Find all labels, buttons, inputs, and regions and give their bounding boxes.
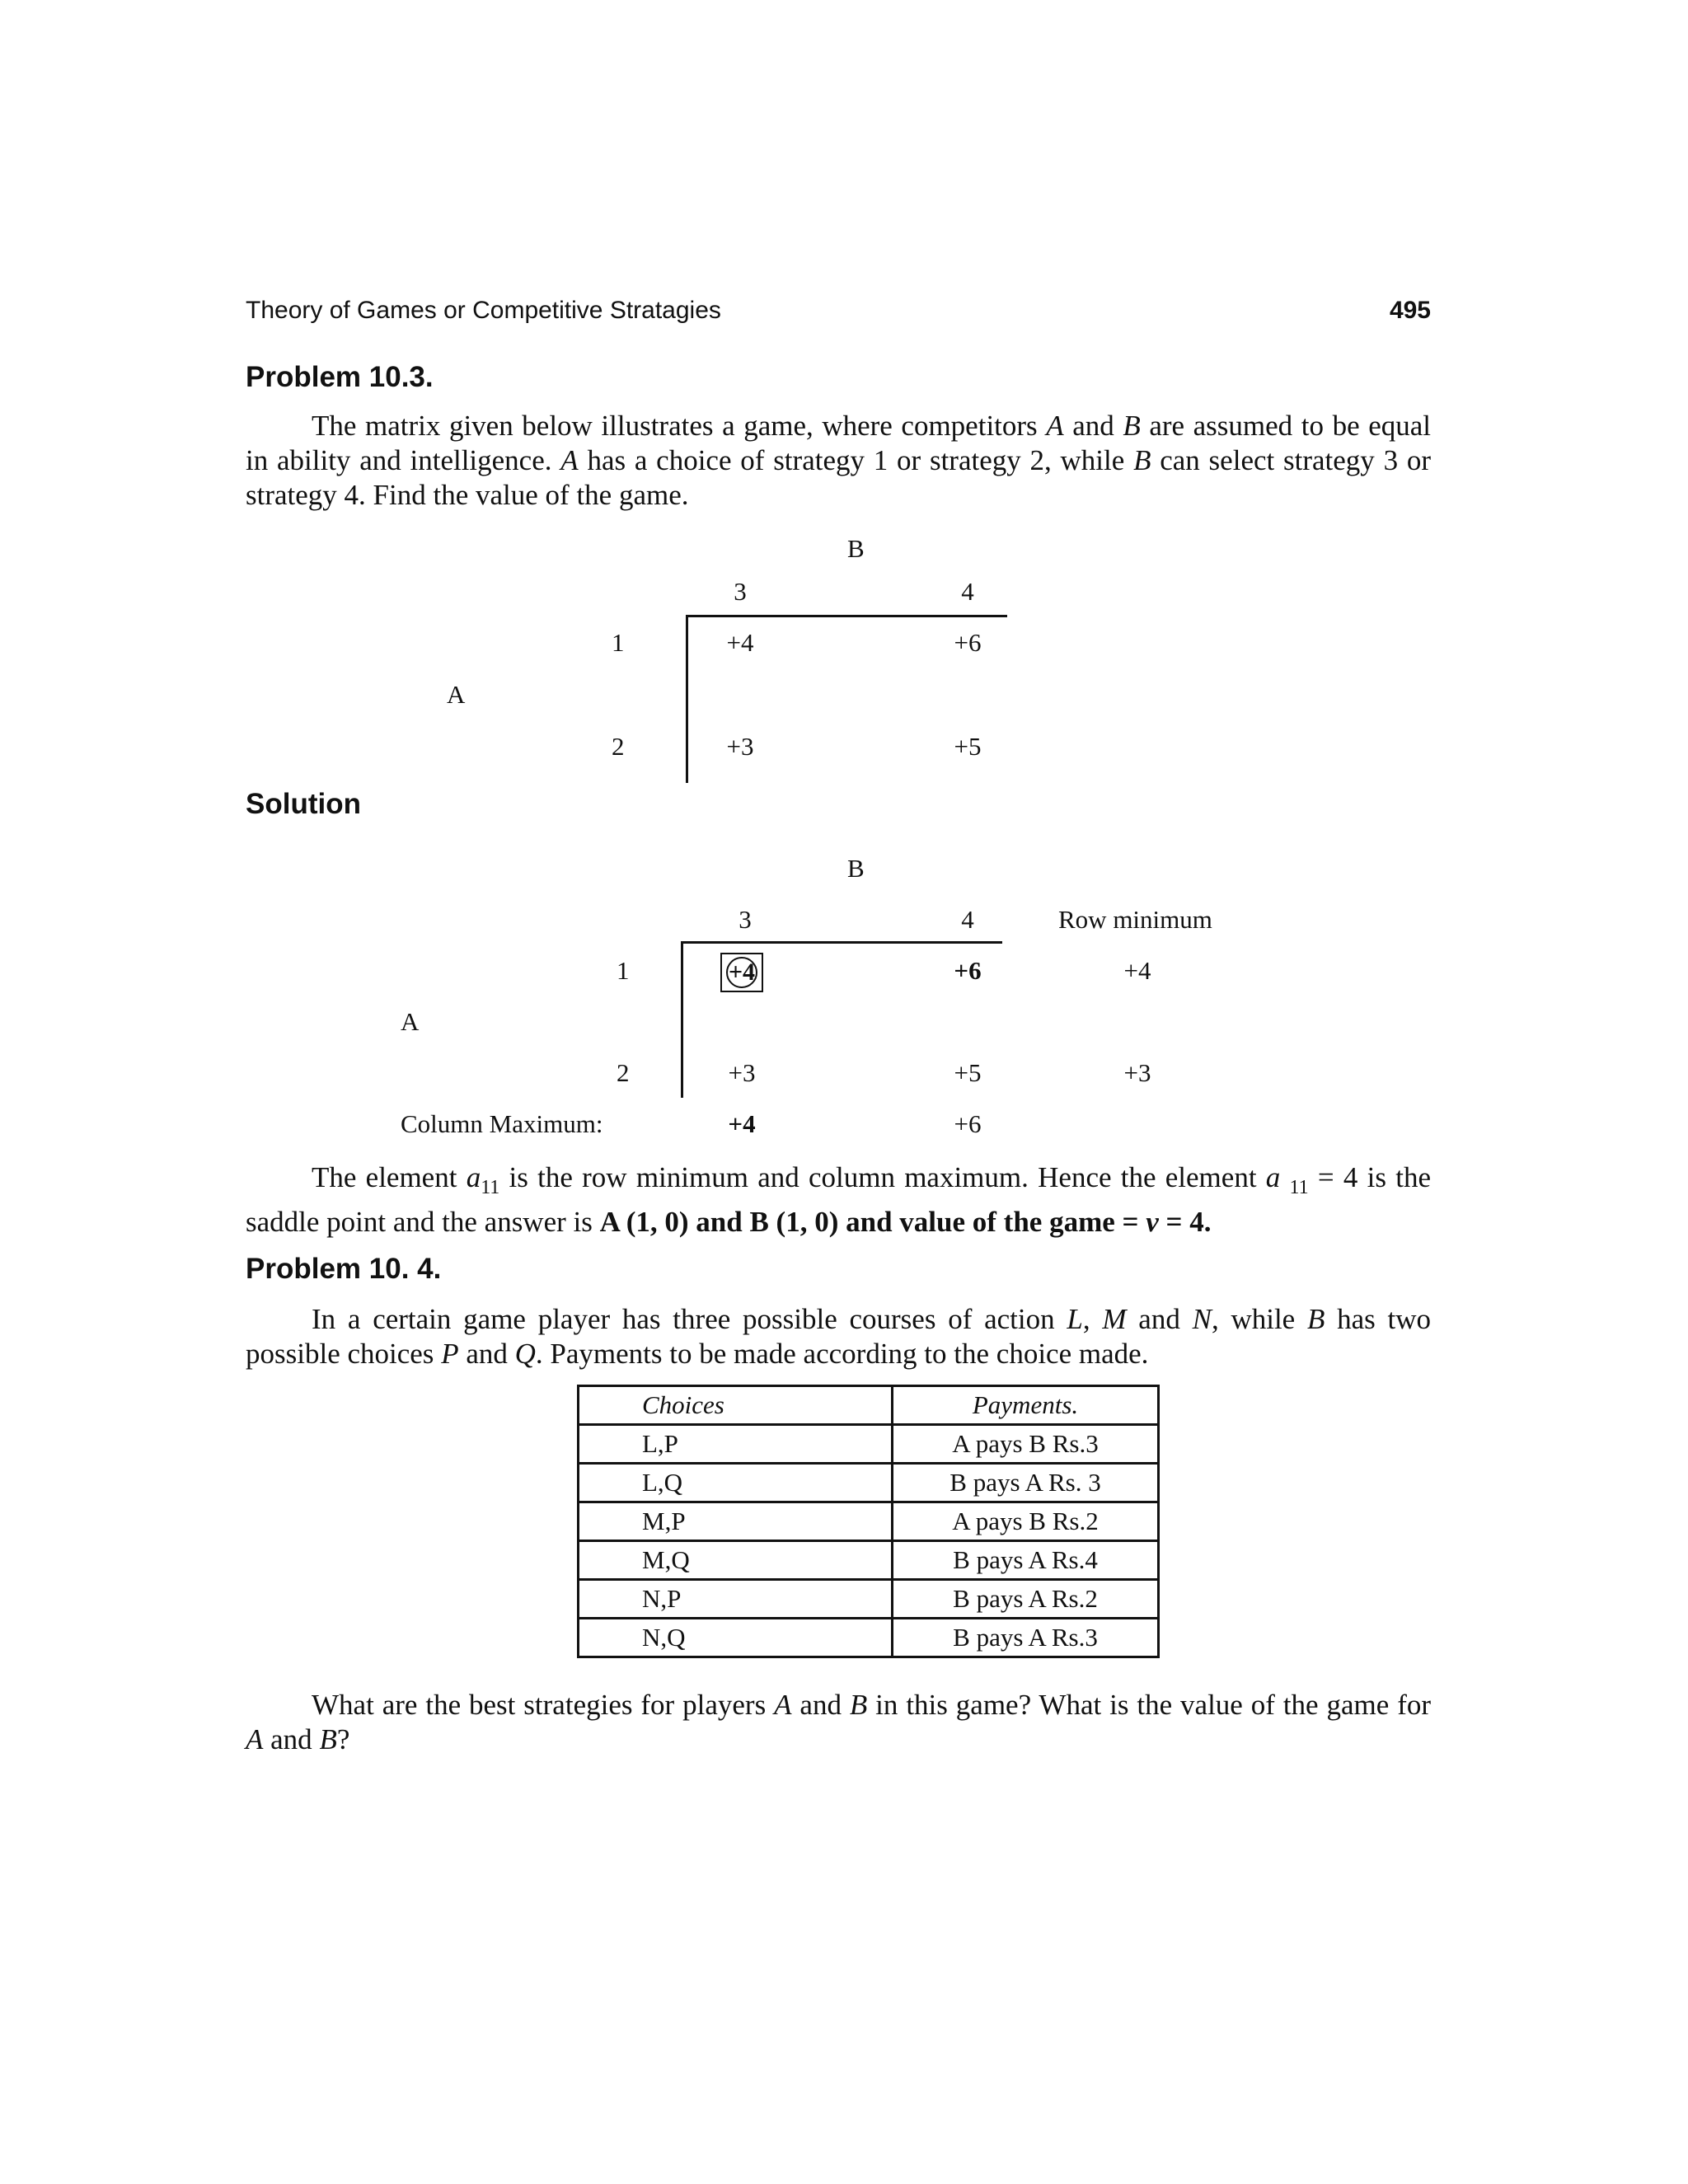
table-row <box>579 1502 1159 1541</box>
page-number: 495 <box>1389 297 1431 324</box>
running-title: Theory of Games or Competitive Stratagies <box>246 297 721 324</box>
matrix-col-label: 3 <box>734 577 747 606</box>
column-maximum-value: +6 <box>954 1109 982 1138</box>
matrix-top-rule <box>681 941 1002 944</box>
table-header-row <box>579 1386 1159 1425</box>
table-cell: L,Q <box>579 1464 893 1502</box>
matrix-cell: +3 <box>726 732 754 761</box>
problem-10-4-statement: In a certain game player has three possible courses of action L, M and N, while B has two possible choices P and Q. Payments to be made according to the choice made. <box>246 1303 1432 1370</box>
table-row <box>579 1580 1159 1619</box>
matrix-left-rule <box>681 941 683 1098</box>
column-maximum-label: Column Maximum: <box>401 1109 603 1138</box>
matrix-cell: +6 <box>954 956 982 985</box>
matrix-left-rule <box>686 615 688 783</box>
matrix-row-player-label: A <box>447 680 466 709</box>
matrix-cell: +5 <box>954 1058 982 1087</box>
matrix-cell: +5 <box>954 732 982 761</box>
matrix-col-label: 4 <box>961 577 974 606</box>
matrix-col-label: 3 <box>738 905 752 934</box>
column-maximum-value: +4 <box>728 1109 756 1138</box>
matrix-top-rule <box>686 615 1007 617</box>
problem-10-3-statement: The matrix given below illustrates a game, where competitors A and B are assumed to be equal in ability and intelligence. A has a choice of strategy 1 or strategy 2, while B can select strategy 3 or strategy 4. Find the value of the game. <box>246 410 1431 511</box>
table-cell: M,P <box>579 1502 893 1541</box>
matrix-row-label: 2 <box>612 732 625 761</box>
table-row <box>579 1619 1159 1657</box>
saddle-point-circle <box>726 957 757 988</box>
problem-10-4-heading: Problem 10. 4. <box>246 1253 442 1285</box>
table-cell: N,P <box>579 1580 893 1619</box>
table-header: Payments. <box>893 1386 1159 1425</box>
matrix-row-player-label: A <box>401 1007 420 1036</box>
row-minimum-value: +3 <box>1123 1058 1151 1087</box>
table-cell: N,Q <box>579 1619 893 1657</box>
table-cell: B pays A Rs.4 <box>893 1541 1159 1580</box>
saddle-point-value: +4 <box>728 958 756 986</box>
matrix-cell: +4 <box>726 628 754 657</box>
table-cell: M,Q <box>579 1541 893 1580</box>
table-row <box>579 1541 1159 1580</box>
table-cell: B pays A Rs. 3 <box>893 1464 1159 1502</box>
table-cell: L,P <box>579 1425 893 1464</box>
solution-text: The element $a_{11}$ is the row minimum and column maximum. Hence the element a $_{11}$ = 4 is the saddle point and the answer is A (1, 0) and B (1, 0) and value of the game = v = 4. <box>246 1161 1431 1238</box>
table-cell: B pays A Rs.2 <box>893 1580 1159 1619</box>
row-minimum-header: Row minimum <box>1058 905 1212 934</box>
table-cell: B pays A Rs.3 <box>893 1619 1159 1657</box>
matrix-row-label: 2 <box>617 1058 630 1087</box>
row-minimum-value: +4 <box>1123 956 1151 985</box>
table-cell: A pays B Rs.2 <box>893 1502 1159 1541</box>
table-row <box>579 1464 1159 1502</box>
matrix-col-label: 4 <box>961 905 974 934</box>
matrix-cell: +6 <box>954 628 982 657</box>
table-header: Choices <box>579 1386 893 1425</box>
table-row <box>579 1425 1159 1464</box>
matrix-col-player-label: B <box>847 854 865 883</box>
saddle-point-box <box>720 953 763 992</box>
problem-10-3-heading: Problem 10.3. <box>246 361 434 393</box>
problem-10-4-question: What are the best strategies for players A and B in this game? What is the value of the game for A and B? <box>246 1689 1432 1755</box>
matrix-row-label: 1 <box>612 628 625 657</box>
solution-heading: Solution <box>246 788 361 820</box>
matrix-row-label: 1 <box>617 956 630 985</box>
matrix-col-player-label: B <box>847 534 865 563</box>
table-cell: A pays B Rs.3 <box>893 1425 1159 1464</box>
matrix-cell: +3 <box>728 1058 756 1087</box>
payments-table <box>577 1385 1160 1658</box>
